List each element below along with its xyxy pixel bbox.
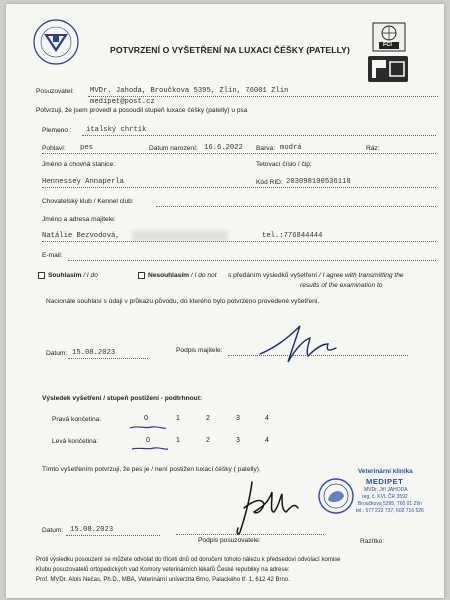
stamp-label: Razítko: [360,538,385,545]
owner-email-label: E-mail: [42,252,63,259]
rid-label: Kód RID: [256,179,283,186]
right-grade-underline [128,423,168,433]
dob-value: 16.6.2022 [204,144,243,152]
vet-date-label: Datum: [42,527,64,534]
owner-date-value: 15.08.2023 [72,349,116,357]
confirm2-text: Tímto vyšetřením potvrzuji, že pes je / není postižen luxací čéšky ( patelly). [42,466,261,473]
confirm-text: Potvrzuji, že jsem provedl a posoudil stupeň luxace čéšky (patelly) u psa [36,107,248,114]
rid-value: 203098100536118 [286,178,351,186]
breed-value: italský chrtík [86,126,147,134]
breed-label: Plemeno : [42,127,72,134]
fci-logo [372,22,406,52]
agree-label: Souhlasím / I do [48,272,98,279]
stamp-line3: Broučkova 5395, 760 01 Zlín [358,501,422,507]
footer-line3: Prof. MVDr. Alois Nečas, Ph.D., MBA, Veterinární univerzita Brno, Palackého tř. 1, 612 42 Brno. [36,577,290,583]
stamp-title: Veterinární klinika [358,468,413,475]
result-title: Výsledek vyšetření / stupeň postižení - podtrhnout: [42,395,203,402]
right-grade-4[interactable]: 4 [265,415,269,422]
cmku-logo [32,18,80,66]
owner-sign-label: Podpis majitele: [176,347,223,354]
right-grade-2[interactable]: 2 [206,415,210,422]
left-grade-0[interactable]: 0 [146,437,150,444]
stamp-line1: MVDr. Jiří JAHODA [364,487,408,493]
left-limb-label: Levá končetina: [52,438,99,445]
clinic-stamp [316,466,440,528]
footer-line1: Proti výsledku posouzení se můžete odvolat do třiceti dnů od doručení tohoto nálezu k předsedovi odvolací komise [36,557,341,563]
vet-signature [234,478,304,540]
consent-text: s předáním výsledků vyšetření / I agree with transmitting the [228,272,404,279]
stamp-line4: tel.: 577 222 737, 602 716 526 [356,508,424,514]
color-label: Barva: [256,145,276,152]
owner-label: Jméno a adresa majitele: [42,216,116,223]
tattoo-label: Tetovací číslo / čip: [256,161,312,168]
right-grade-1[interactable]: 1 [176,415,180,422]
owner-phone: tel.:776844444 [262,232,323,240]
vet-date-value: 15.08.2023 [70,526,114,534]
national-text: Nacionále souhlasí s údaji v průkazu původu, do kterého bylo potvrzeno provedené vyšetření. [46,298,320,305]
right-limb-label: Pravá končetina: [52,416,102,423]
examiner-label: Posuzovatel: [36,88,74,95]
dob-label: Datum narození: [149,145,198,152]
kennel-club-label: Chovatelský klub / Kennel club: [42,198,134,205]
right-grade-0[interactable]: 0 [144,415,148,422]
left-grade-2[interactable]: 2 [206,437,210,444]
stamp-line2: reg. č. KVL ČR 3592 [362,494,408,500]
disagree-label: Nesouhlasím / I do not [148,272,217,279]
vet-sign-label: Podpis posuzovatele: [198,537,261,544]
variety-label: Ráz: [366,145,380,152]
document-title: POTVRZENÍ O VYŠETŘENÍ NA LUXACI ČÉŠKY (PATELLY) [110,45,350,55]
disagree-checkbox[interactable] [138,272,145,279]
left-grade-1[interactable]: 1 [176,437,180,444]
examiner-email: medipet@post.cz [90,98,155,106]
left-grade-3[interactable]: 3 [236,437,240,444]
stamp-name: MEDIPET [366,477,404,486]
redacted-address [132,230,228,241]
sex-value: pes [80,144,93,152]
certificate-sheet [6,4,444,598]
fci-text: FCI [383,42,392,48]
cmku-box-logo [368,56,408,82]
agree-checkbox[interactable] [38,272,45,279]
footer-line2: Klubu posuzovatelů ortopedických vad Komory veterinárních lékařů České republiky na adrese: [36,567,290,573]
owner-name: Natálie Bezvodová, [42,232,120,240]
examiner-address: MVDr. Jahoda, Broučkova 5395, Zlín, 76001 Zlín [90,87,289,95]
owner-signature [256,318,346,368]
owner-date-label: Datum: [46,350,68,357]
dog-name-label: Jméno a chovná stanice: [42,161,115,168]
consent-text-en: results of the examination to [300,282,383,289]
right-grade-3[interactable]: 3 [236,415,240,422]
left-grade-underline [130,444,170,454]
dog-name-value: Hennessey Annaperla [42,178,124,186]
color-value: modrá [280,144,302,152]
sex-label: Pohlaví: [42,145,66,152]
left-grade-4[interactable]: 4 [265,437,269,444]
